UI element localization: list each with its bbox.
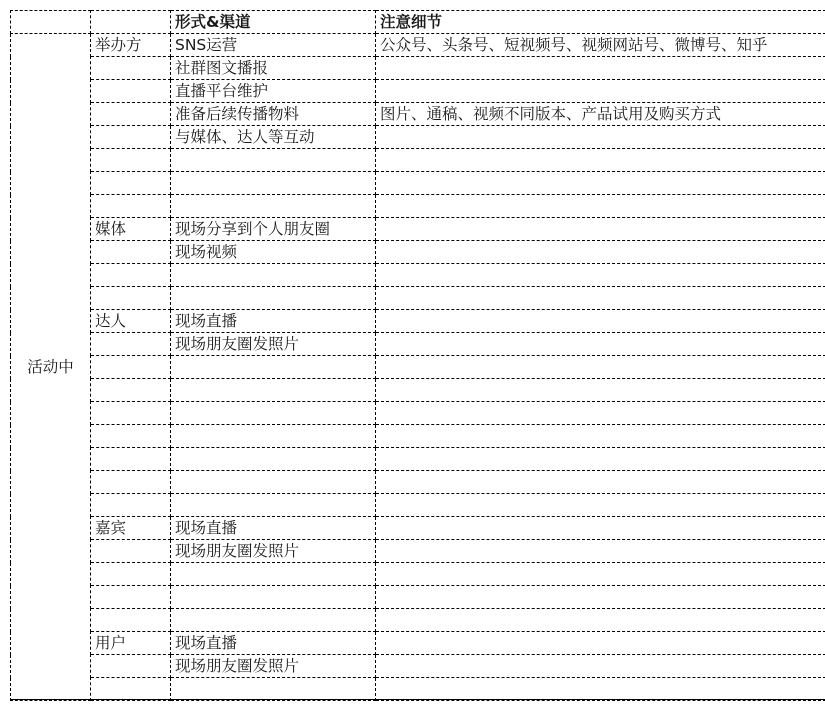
detail-cell[interactable] — [376, 517, 825, 540]
party-cell[interactable] — [91, 57, 171, 80]
detail-cell[interactable] — [376, 540, 825, 563]
channel-cell[interactable] — [171, 402, 376, 425]
channel-cell[interactable] — [171, 609, 376, 632]
channel-cell[interactable] — [171, 425, 376, 448]
header-row — [11, 11, 825, 34]
channel-cell[interactable]: 现场朋友圈发照片 — [171, 540, 376, 563]
detail-cell[interactable] — [376, 425, 825, 448]
detail-cell[interactable] — [376, 126, 825, 149]
detail-cell[interactable] — [376, 471, 825, 494]
party-cell[interactable] — [91, 402, 171, 425]
party-cell[interactable] — [91, 540, 171, 563]
table-row — [11, 609, 825, 632]
header-cell-channel[interactable]: 形式&渠道 — [171, 11, 376, 34]
detail-cell[interactable] — [376, 356, 825, 379]
channel-cell[interactable] — [171, 356, 376, 379]
table-row — [11, 103, 825, 126]
table-row — [11, 379, 825, 402]
table-row — [11, 310, 825, 333]
table-row — [11, 195, 825, 218]
header-cell-stage[interactable] — [11, 11, 91, 34]
party-cell[interactable] — [91, 172, 171, 195]
table-row — [11, 287, 825, 310]
detail-cell[interactable]: 公众号、头条号、短视频号、视频网站号、微博号、知乎 — [376, 34, 825, 57]
party-cell[interactable] — [91, 264, 171, 287]
party-cell[interactable] — [91, 241, 171, 264]
detail-cell[interactable] — [376, 609, 825, 632]
party-cell[interactable]: 嘉宾 — [91, 517, 171, 540]
channel-cell[interactable]: 与媒体、达人等互动 — [171, 126, 376, 149]
table-row — [11, 586, 825, 609]
channel-cell[interactable] — [171, 448, 376, 471]
channel-cell[interactable] — [171, 264, 376, 287]
detail-cell[interactable] — [376, 241, 825, 264]
detail-cell[interactable] — [376, 678, 825, 701]
table-row — [11, 149, 825, 172]
party-cell[interactable] — [91, 356, 171, 379]
party-cell[interactable] — [91, 103, 171, 126]
party-cell[interactable] — [91, 333, 171, 356]
channel-cell[interactable]: 现场视频 — [171, 241, 376, 264]
channel-cell[interactable]: 现场朋友圈发照片 — [171, 655, 376, 678]
table-row — [11, 241, 825, 264]
table-row — [11, 540, 825, 563]
table-row — [11, 494, 825, 517]
channel-cell[interactable] — [171, 494, 376, 517]
table-row — [11, 517, 825, 540]
channel-cell[interactable] — [171, 195, 376, 218]
party-cell[interactable]: 媒体 — [91, 218, 171, 241]
party-cell[interactable] — [91, 126, 171, 149]
header-cell-detail[interactable]: 注意细节 — [376, 11, 825, 34]
detail-cell[interactable] — [376, 586, 825, 609]
header-cell-party[interactable] — [91, 11, 171, 34]
detail-cell[interactable] — [376, 333, 825, 356]
stage-cell[interactable]: 活动中 — [11, 34, 91, 701]
channel-cell[interactable] — [171, 287, 376, 310]
party-cell[interactable]: 用户 — [91, 632, 171, 655]
detail-cell[interactable] — [376, 402, 825, 425]
channel-cell[interactable] — [171, 471, 376, 494]
party-cell[interactable] — [91, 80, 171, 103]
detail-cell[interactable] — [376, 80, 825, 103]
table-row — [11, 448, 825, 471]
table-row — [11, 333, 825, 356]
spreadsheet — [10, 10, 825, 700]
channel-cell[interactable]: 现场直播 — [171, 632, 376, 655]
channel-cell[interactable] — [171, 172, 376, 195]
party-cell[interactable] — [91, 425, 171, 448]
channel-cell[interactable] — [171, 678, 376, 701]
party-cell[interactable]: 举办方 — [91, 34, 171, 57]
table-row — [11, 563, 825, 586]
party-cell[interactable] — [91, 448, 171, 471]
activity-table — [10, 10, 825, 701]
channel-cell[interactable] — [171, 563, 376, 586]
table-row — [11, 678, 825, 701]
detail-cell[interactable] — [376, 310, 825, 333]
party-cell[interactable] — [91, 195, 171, 218]
detail-cell[interactable] — [376, 57, 825, 80]
table-row — [11, 655, 825, 678]
channel-cell[interactable] — [171, 379, 376, 402]
detail-cell[interactable] — [376, 563, 825, 586]
table-row — [11, 632, 825, 655]
table-row — [11, 402, 825, 425]
detail-cell[interactable] — [376, 287, 825, 310]
table-row — [11, 218, 825, 241]
party-cell[interactable] — [91, 379, 171, 402]
channel-cell[interactable]: SNS运营 — [171, 34, 376, 57]
table-row — [11, 80, 825, 103]
channel-cell[interactable]: 现场朋友圈发照片 — [171, 333, 376, 356]
channel-cell[interactable]: 现场直播 — [171, 310, 376, 333]
table-bottom-border — [10, 699, 825, 700]
channel-cell[interactable] — [171, 149, 376, 172]
detail-cell[interactable] — [376, 379, 825, 402]
table-row — [11, 57, 825, 80]
party-cell[interactable] — [91, 609, 171, 632]
table-row — [11, 471, 825, 494]
party-cell[interactable] — [91, 678, 171, 701]
detail-cell[interactable] — [376, 149, 825, 172]
channel-cell[interactable]: 现场分享到个人朋友圈 — [171, 218, 376, 241]
detail-cell[interactable] — [376, 264, 825, 287]
detail-cell[interactable] — [376, 448, 825, 471]
table-row — [11, 126, 825, 149]
party-cell[interactable] — [91, 655, 171, 678]
party-cell[interactable] — [91, 471, 171, 494]
party-cell[interactable] — [91, 494, 171, 517]
detail-cell[interactable]: 图片、通稿、视频不同版本、产品试用及购买方式 — [376, 103, 825, 126]
detail-cell[interactable] — [376, 172, 825, 195]
table-row — [11, 264, 825, 287]
channel-cell[interactable]: 现场直播 — [171, 517, 376, 540]
detail-cell[interactable] — [376, 195, 825, 218]
channel-cell[interactable]: 准备后续传播物料 — [171, 103, 376, 126]
detail-cell[interactable] — [376, 494, 825, 517]
channel-cell[interactable] — [171, 586, 376, 609]
table-row — [11, 34, 825, 57]
party-cell[interactable] — [91, 149, 171, 172]
detail-cell[interactable] — [376, 655, 825, 678]
party-cell[interactable] — [91, 586, 171, 609]
party-cell[interactable]: 达人 — [91, 310, 171, 333]
detail-cell[interactable] — [376, 632, 825, 655]
table-row — [11, 172, 825, 195]
party-cell[interactable] — [91, 563, 171, 586]
party-cell[interactable] — [91, 287, 171, 310]
channel-cell[interactable]: 社群图文播报 — [171, 57, 376, 80]
table-row — [11, 425, 825, 448]
detail-cell[interactable] — [376, 218, 825, 241]
channel-cell[interactable]: 直播平台维护 — [171, 80, 376, 103]
table-row — [11, 356, 825, 379]
